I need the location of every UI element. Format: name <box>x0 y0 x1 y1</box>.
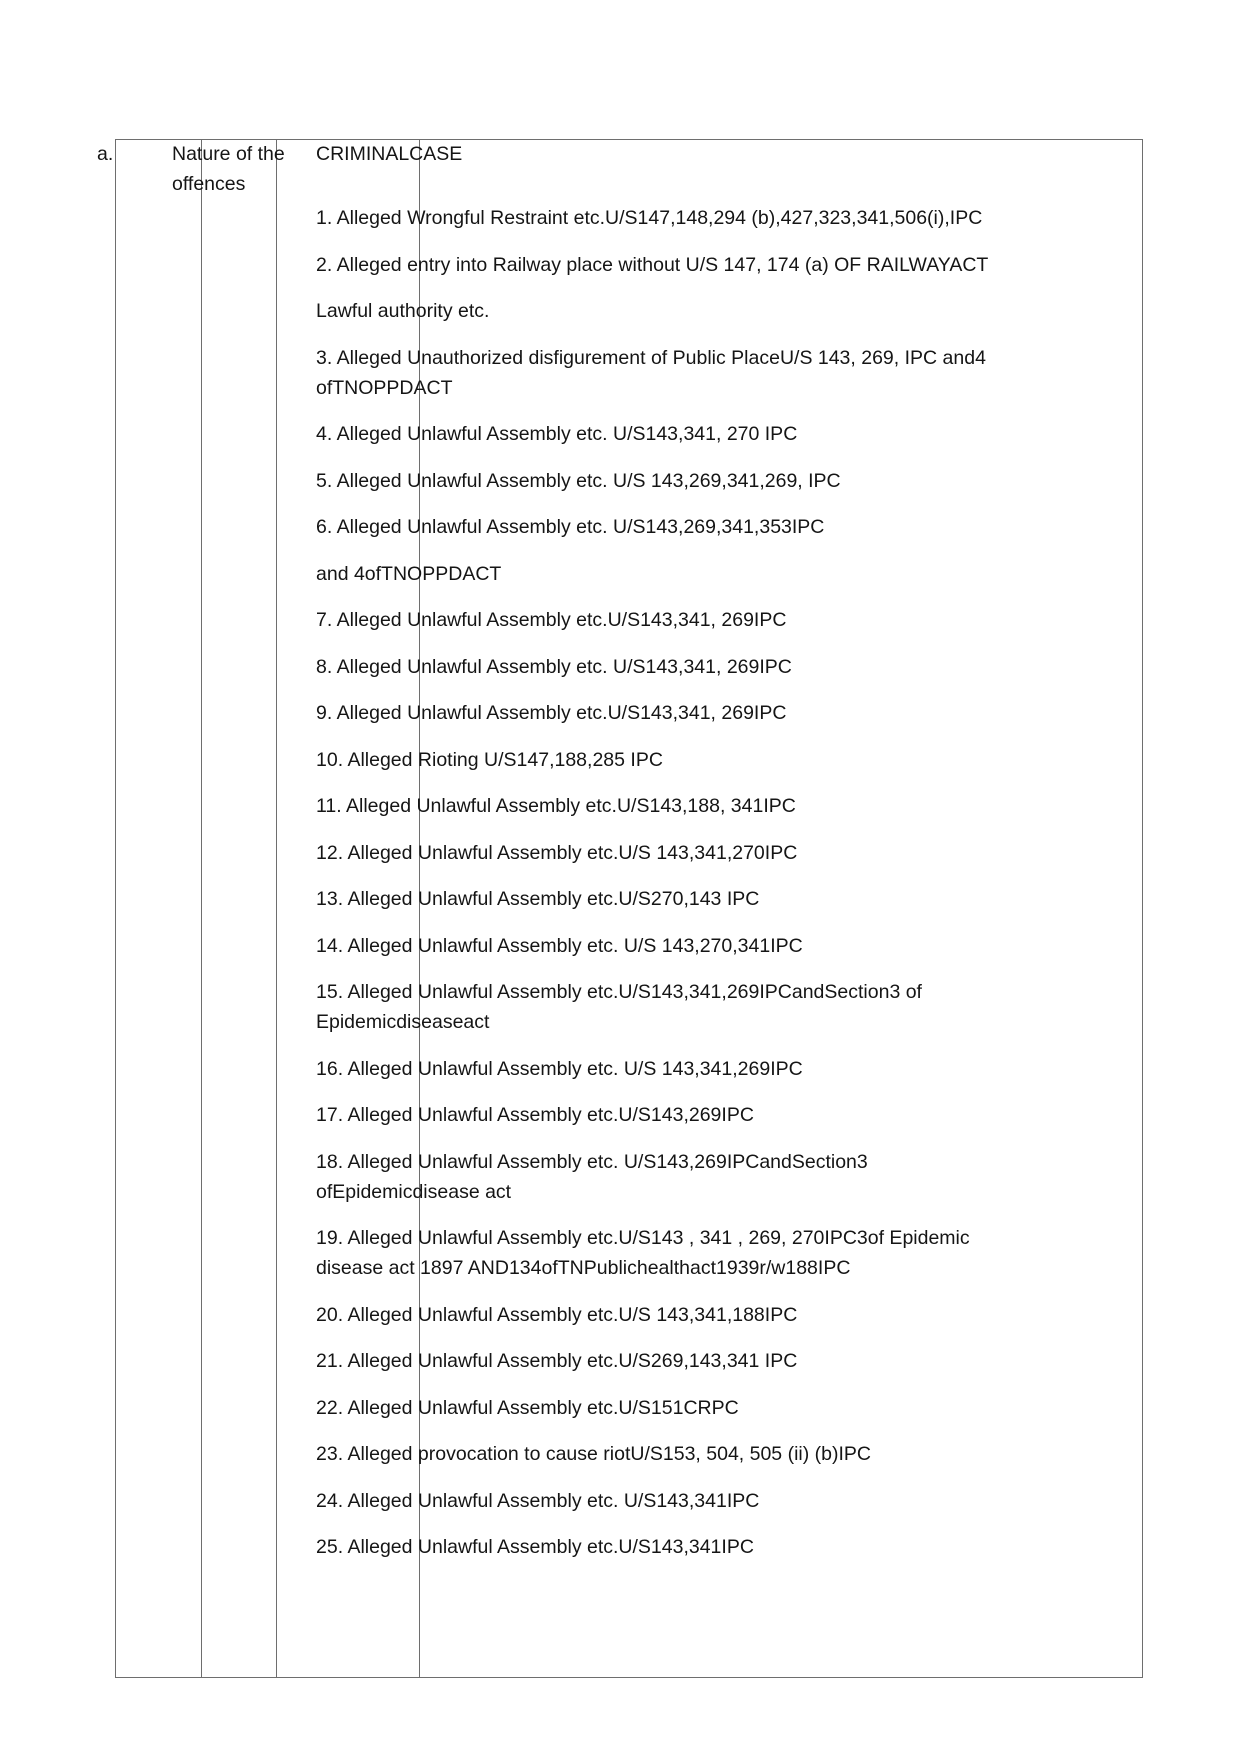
offence-item: 18. Alleged Unlawful Assembly etc. U/S143,269IPCandSection3 ofEpidemicdisease act <box>316 1150 868 1203</box>
offence-item: 16. Alleged Unlawful Assembly etc. U/S 143,341,269IPC <box>316 1057 803 1080</box>
case-heading: CRIMINALCASE <box>316 143 463 165</box>
offence-item: 9. Alleged Unlawful Assembly etc.U/S143,341, 269IPC <box>316 702 787 724</box>
offence-item: 25. Alleged Unlawful Assembly etc.U/S143,341IPC <box>316 1536 754 1558</box>
offence-item: 5. Alleged Unlawful Assembly etc. U/S 143,269,341,269, IPC <box>316 469 841 492</box>
offence-item: 22. Alleged Unlawful Assembly etc.U/S151CRPC <box>316 1396 739 1419</box>
offence-item: 13. Alleged Unlawful Assembly etc.U/S270,143 IPC <box>316 888 760 910</box>
offence-item: 6. Alleged Unlawful Assembly etc. U/S143,269,341,353IPC <box>316 516 825 538</box>
column-divider <box>276 140 277 1677</box>
offence-item: 12. Alleged Unlawful Assembly etc.U/S 143,341,270IPC <box>316 841 798 864</box>
offence-item: 14. Alleged Unlawful Assembly etc. U/S 143,270,341IPC <box>316 934 803 957</box>
column-divider <box>201 140 202 1677</box>
offences-content-cell <box>316 139 1021 1562</box>
offence-item: 17. Alleged Unlawful Assembly etc.U/S143,269IPC <box>316 1104 754 1126</box>
nature-of-offences-title: Nature of the offences <box>172 143 285 195</box>
offence-item: 21. Alleged Unlawful Assembly etc.U/S269,143,341 IPC <box>316 1350 798 1372</box>
offence-item: 15. Alleged Unlawful Assembly etc.U/S143,341,269IPCandSection3 of Epidemicdiseaseact <box>316 981 922 1033</box>
offence-item: 4. Alleged Unlawful Assembly etc. U/S143,341, 270 IPC <box>316 423 798 445</box>
offence-item: 20. Alleged Unlawful Assembly etc.U/S 143,341,188IPC <box>316 1303 798 1326</box>
offence-item: 7. Alleged Unlawful Assembly etc.U/S143,341, 269IPC <box>316 609 787 631</box>
offence-item: and 4ofTNOPPDACT <box>316 562 502 585</box>
offence-item: 23. Alleged provocation to cause riotU/S153, 504, 505 (ii) (b)IPC <box>316 1443 871 1465</box>
offence-item: 11. Alleged Unlawful Assembly etc.U/S143,188, 341IPC <box>316 795 796 817</box>
offence-item: Lawful authority etc. <box>316 300 490 322</box>
offence-item: 8. Alleged Unlawful Assembly etc. U/S143,341, 269IPC <box>316 655 792 678</box>
offence-item: 10. Alleged Rioting U/S147,188,285 IPC <box>316 748 663 771</box>
offence-item: 3. Alleged Unauthorized disfigurement of Public PlaceU/S 143, 269, IPC and4 ofTNOPPDACT <box>316 346 986 399</box>
offence-item: 2. Alleged entry into Railway place without U/S 147, 174 (a) OF RAILWAYACT <box>316 253 989 276</box>
offence-list <box>316 203 1021 1562</box>
offence-item: 19. Alleged Unlawful Assembly etc.U/S143 , 341 , 269, 270IPC3of Epidemic disease act 1897 AND134ofTNPublichealthact1939r/w188IPC <box>316 1227 970 1279</box>
offence-item: 24. Alleged Unlawful Assembly etc. U/S143,341IPC <box>316 1489 760 1512</box>
row-label-cell: a. <box>97 143 114 165</box>
offence-item: 1. Alleged Wrongful Restraint etc.U/S147,148,294 (b),427,323,341,506(i),IPC <box>316 207 983 229</box>
